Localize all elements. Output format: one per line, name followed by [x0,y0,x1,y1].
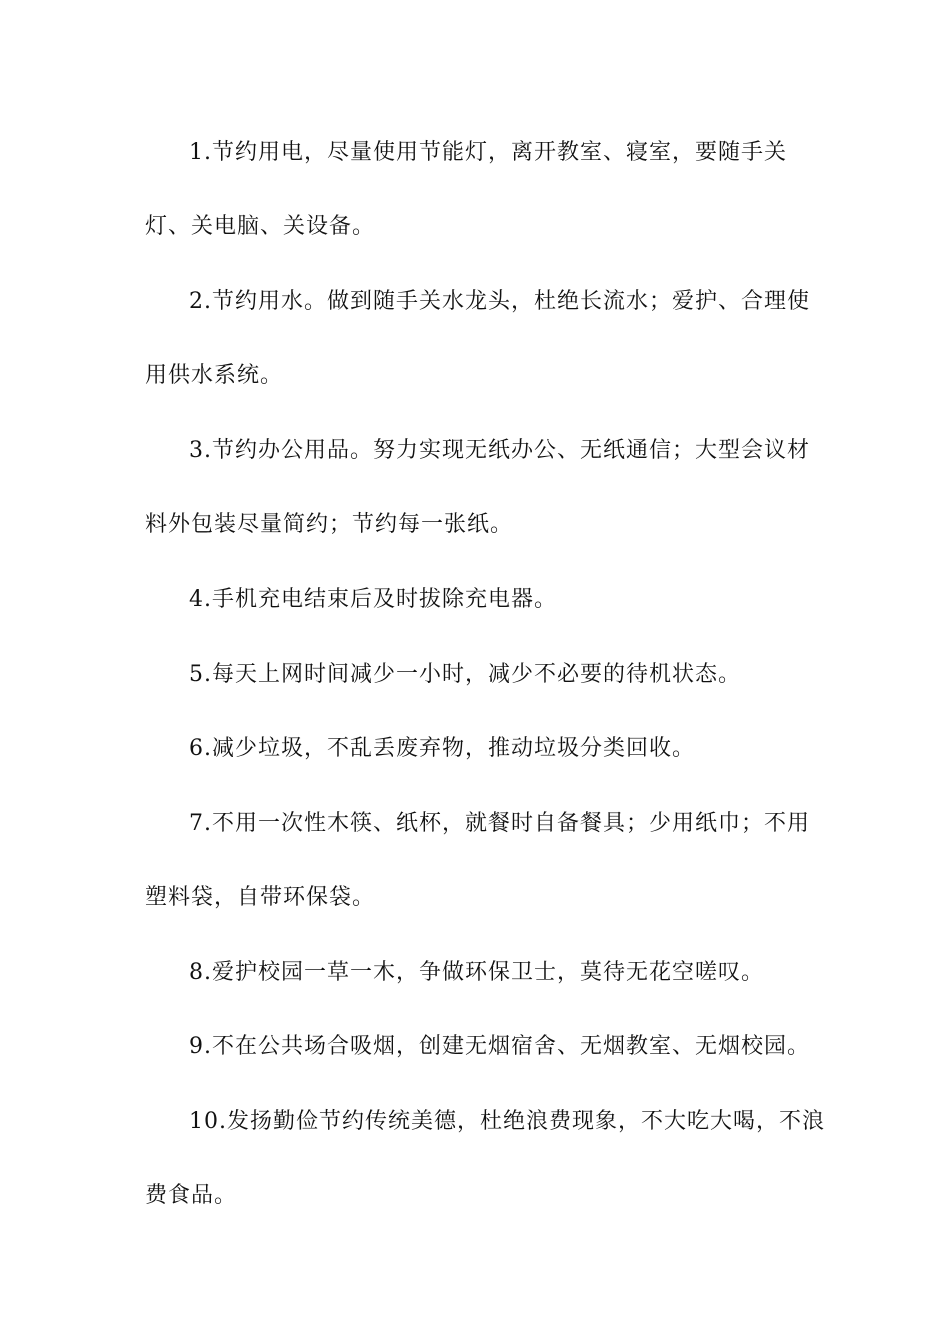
paragraph-8: 8.爱护校园一草一木，争做环保卫士，莫待无花空嗟叹。 [189,960,764,985]
paragraph-1: 1.节约用电，尽量使用节能灯，离开教室、寝室，要随手关灯、关电脑、关设备。 [145,140,787,239]
paragraph-4: 4.手机充电结束后及时拔除充电器。 [189,587,557,612]
paragraph-7: 7.不用一次性木筷、纸杯，就餐时自备餐具；少用纸巾；不用塑料袋，自带环保袋。 [145,811,810,910]
paragraph-6: 6.减少垃圾，不乱丢废弃物，推动垃圾分类回收。 [189,736,695,761]
paragraph-9: 9.不在公共场合吸烟，创建无烟宿舍、无烟教室、无烟校园。 [189,1034,810,1059]
paragraph-5: 5.每天上网时间减少一小时，减少不必要的待机状态。 [189,662,741,687]
paragraph-3: 3.节约办公用品。努力实现无纸办公、无纸通信；大型会议材料外包装尽量简约；节约每一张纸。 [145,438,810,537]
paragraph-10: 10.发扬勤俭节约传统美德，杜绝浪费现象，不大吃大喝，不浪费食品。 [145,1109,825,1208]
paragraph-2: 2.节约用水。做到随手关水龙头，杜绝长流水；爱护、合理使用供水系统。 [145,289,810,388]
